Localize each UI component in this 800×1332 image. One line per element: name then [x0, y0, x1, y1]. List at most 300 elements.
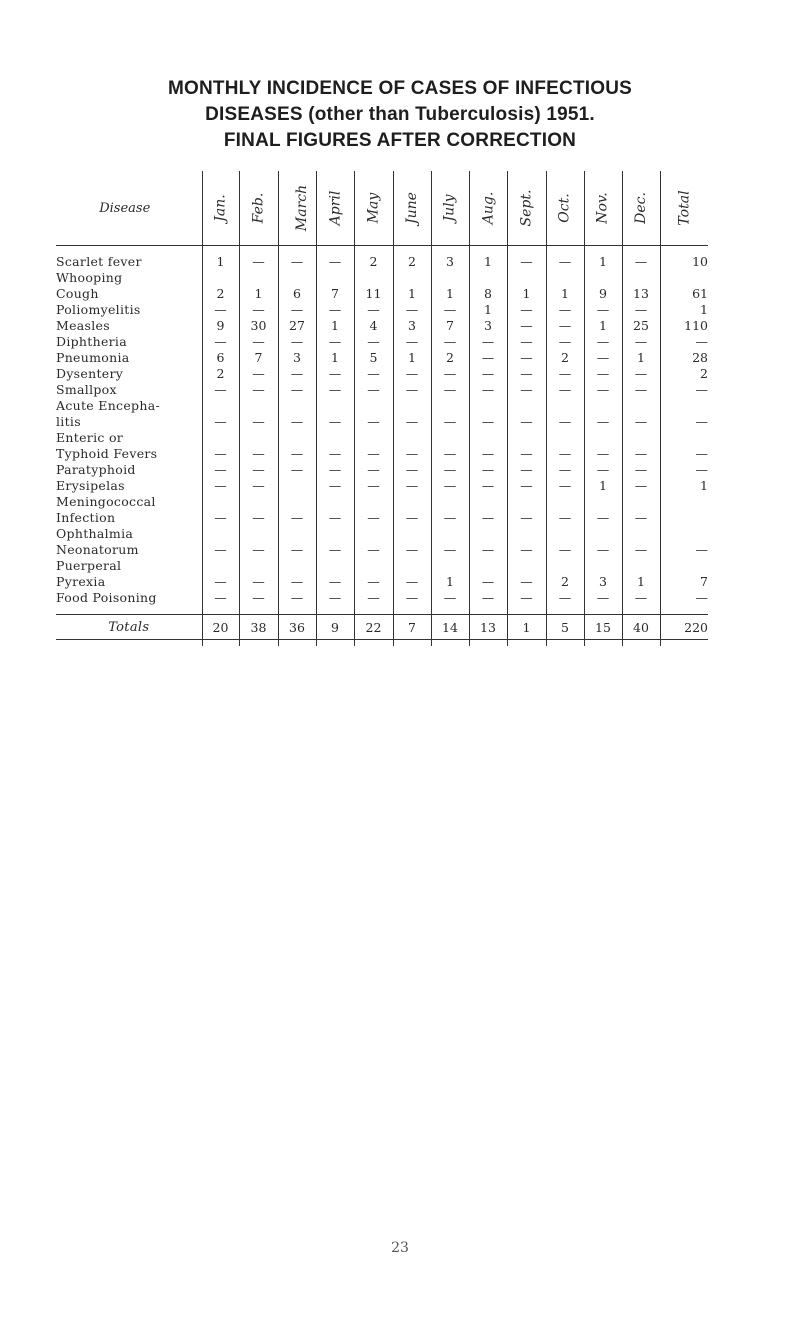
month-value	[584, 494, 622, 510]
month-value	[239, 558, 278, 574]
spacer-cell	[507, 606, 546, 615]
row-total	[660, 398, 708, 414]
spacer-cell	[316, 606, 354, 615]
month-value	[431, 558, 469, 574]
month-value: —	[507, 350, 546, 366]
month-value: —	[622, 542, 660, 558]
month-value	[469, 494, 507, 510]
spacer-cell	[239, 640, 278, 647]
month-value: 1	[507, 286, 546, 302]
header-row	[56, 171, 708, 246]
month-value: —	[393, 478, 431, 494]
row-total: 110	[660, 318, 708, 334]
month-value	[431, 526, 469, 542]
spacer-cell	[278, 606, 316, 615]
month-value: —	[239, 334, 278, 350]
month-value: 7	[431, 318, 469, 334]
totals-row	[56, 615, 708, 640]
table-row	[56, 558, 708, 574]
table-row	[56, 462, 708, 478]
month-header	[354, 171, 393, 246]
month-value: —	[622, 478, 660, 494]
spacer-cell	[278, 640, 316, 647]
month-value	[622, 430, 660, 446]
spacer-cell	[202, 606, 239, 615]
month-value: —	[202, 574, 239, 590]
row-total: 61	[660, 286, 708, 302]
month-value	[393, 494, 431, 510]
month-value	[507, 494, 546, 510]
month-value	[393, 398, 431, 414]
month-value	[354, 526, 393, 542]
month-header-label: July	[441, 194, 458, 222]
month-value	[469, 526, 507, 542]
month-value: —	[584, 302, 622, 318]
total-header	[660, 171, 708, 246]
month-value: —	[354, 478, 393, 494]
month-value: —	[507, 462, 546, 478]
month-header-label: Dec.	[633, 192, 649, 224]
month-header-label: Aug.	[479, 191, 496, 225]
month-value: —	[546, 254, 584, 270]
month-value: —	[469, 350, 507, 366]
disease-label: Smallpox	[56, 382, 117, 397]
spacer-cell	[354, 246, 393, 255]
month-value: 7	[393, 615, 431, 640]
row-total: —	[660, 542, 708, 558]
row-total: 1	[660, 478, 708, 494]
title-line-2: DISEASES (other than Tuberculosis) 1951.	[205, 104, 595, 125]
title-line-1: MONTHLY INCIDENCE OF CASES OF INFECTIOUS	[167, 78, 633, 99]
month-value: —	[507, 366, 546, 382]
month-value	[316, 398, 354, 414]
month-value: 1	[316, 318, 354, 334]
month-value	[278, 494, 316, 510]
disease-label: Erysipelas	[56, 478, 125, 493]
month-value: —	[507, 574, 546, 590]
month-header	[507, 171, 546, 246]
disease-header: Disease	[56, 171, 202, 246]
month-value: —	[584, 462, 622, 478]
month-value: —	[546, 478, 584, 494]
month-value: —	[507, 254, 546, 270]
month-value: 1	[431, 286, 469, 302]
spacer-cell	[469, 606, 507, 615]
month-value: —	[202, 590, 239, 606]
month-value: —	[546, 302, 584, 318]
month-value: —	[469, 462, 507, 478]
month-value: —	[239, 254, 278, 270]
spacer-cell	[584, 246, 622, 255]
month-value: 1	[584, 254, 622, 270]
month-value: 2	[393, 254, 431, 270]
month-value	[239, 526, 278, 542]
month-value: —	[316, 302, 354, 318]
month-value	[584, 430, 622, 446]
month-value: 11	[354, 286, 393, 302]
month-value: —	[584, 382, 622, 398]
month-value: —	[239, 302, 278, 318]
disease-label: Paratyphoid	[56, 462, 136, 477]
spacer-cell	[507, 246, 546, 255]
month-value	[584, 270, 622, 286]
month-value	[354, 558, 393, 574]
month-value: 6	[278, 286, 316, 302]
month-value: 15	[584, 615, 622, 640]
month-value: —	[239, 542, 278, 558]
month-value: —	[469, 542, 507, 558]
table-row	[56, 510, 708, 526]
month-value: 40	[622, 615, 660, 640]
month-value	[316, 270, 354, 286]
month-value: —	[507, 382, 546, 398]
month-value: —	[431, 334, 469, 350]
month-value: —	[622, 462, 660, 478]
month-header-label: Feb.	[250, 192, 267, 224]
month-value: 1	[393, 350, 431, 366]
month-value: —	[393, 446, 431, 462]
month-value: —	[239, 462, 278, 478]
month-value: —	[202, 302, 239, 318]
month-value	[239, 398, 278, 414]
month-value: —	[431, 366, 469, 382]
month-value: 4	[354, 318, 393, 334]
month-value: —	[622, 414, 660, 430]
month-value: —	[354, 414, 393, 430]
row-total	[660, 270, 708, 286]
spacer-cell	[239, 606, 278, 615]
month-value: 20	[202, 615, 239, 640]
month-value: 13	[469, 615, 507, 640]
month-value: —	[507, 478, 546, 494]
month-value: —	[622, 590, 660, 606]
month-value: —	[546, 334, 584, 350]
month-value: —	[431, 510, 469, 526]
row-total	[660, 526, 708, 542]
month-value: —	[354, 334, 393, 350]
month-value: 25	[622, 318, 660, 334]
month-value: —	[202, 414, 239, 430]
month-value	[584, 398, 622, 414]
disease-label: Measles	[56, 318, 110, 333]
month-value: —	[354, 574, 393, 590]
month-value	[202, 270, 239, 286]
month-value: 1	[507, 615, 546, 640]
month-value: —	[316, 366, 354, 382]
spacer-cell	[393, 640, 431, 647]
month-value: —	[431, 446, 469, 462]
month-header-label: May	[365, 192, 382, 224]
title-line-3: FINAL FIGURES AFTER CORRECTION	[223, 130, 577, 151]
month-header	[431, 171, 469, 246]
month-value: 2	[431, 350, 469, 366]
spacer-cell	[278, 246, 316, 255]
month-value	[278, 270, 316, 286]
month-value	[622, 398, 660, 414]
month-header	[239, 171, 278, 246]
month-value: —	[469, 574, 507, 590]
month-value	[354, 430, 393, 446]
spacer-cell	[660, 606, 708, 615]
month-value	[202, 430, 239, 446]
month-value: 2	[202, 286, 239, 302]
spacer-cell	[546, 246, 584, 255]
month-value: —	[354, 462, 393, 478]
month-value: 3	[469, 318, 507, 334]
disease-label: Neonatorum	[56, 542, 139, 557]
month-value: —	[278, 510, 316, 526]
month-value: —	[316, 446, 354, 462]
month-value: —	[354, 366, 393, 382]
month-value: 27	[278, 318, 316, 334]
month-value	[202, 398, 239, 414]
spacer-row	[56, 246, 708, 255]
month-value	[546, 494, 584, 510]
month-header	[622, 171, 660, 246]
spacer-cell	[622, 606, 660, 615]
month-value: —	[507, 414, 546, 430]
month-header-label: Sept.	[518, 189, 535, 227]
month-header	[202, 171, 239, 246]
month-value: 1	[584, 478, 622, 494]
table-row	[56, 334, 708, 350]
month-value: —	[622, 446, 660, 462]
month-value: 1	[239, 286, 278, 302]
month-value: —	[584, 446, 622, 462]
disease-label: Whooping	[56, 270, 123, 285]
month-value	[546, 526, 584, 542]
month-value	[622, 494, 660, 510]
month-value: —	[507, 334, 546, 350]
month-value	[278, 430, 316, 446]
month-value: —	[546, 510, 584, 526]
disease-label: Dysentery	[56, 366, 124, 381]
spacer-cell	[507, 640, 546, 647]
month-value	[278, 526, 316, 542]
table-row	[56, 366, 708, 382]
table-row	[56, 446, 708, 462]
disease-label: Pneumonia	[56, 350, 130, 365]
month-header	[546, 171, 584, 246]
month-value	[507, 270, 546, 286]
month-value: —	[393, 382, 431, 398]
spacer-row	[56, 606, 708, 615]
month-value: 1	[431, 574, 469, 590]
month-value: —	[469, 414, 507, 430]
month-value: 3	[393, 318, 431, 334]
disease-label: Scarlet fever	[56, 254, 142, 269]
month-value: 38	[239, 615, 278, 640]
month-value: 13	[622, 286, 660, 302]
month-value: 22	[354, 615, 393, 640]
month-value: —	[507, 302, 546, 318]
month-value: —	[316, 462, 354, 478]
total-header-label: Total	[676, 190, 693, 226]
month-value: —	[622, 510, 660, 526]
month-value	[202, 558, 239, 574]
month-value: —	[622, 334, 660, 350]
month-value: —	[431, 302, 469, 318]
month-header-label: April	[326, 190, 343, 226]
month-header-label: Nov.	[594, 192, 611, 224]
table-row	[56, 590, 708, 606]
month-value: —	[393, 462, 431, 478]
month-header	[278, 171, 316, 246]
month-value: —	[507, 590, 546, 606]
month-value: 1	[202, 254, 239, 270]
month-value	[469, 430, 507, 446]
month-value: —	[239, 366, 278, 382]
spacer-cell	[393, 246, 431, 255]
month-value: —	[507, 542, 546, 558]
disease-label: Poliomyelitis	[56, 302, 141, 317]
table-row	[56, 270, 708, 286]
disease-label: Diphtheria	[56, 334, 127, 349]
month-value: —	[507, 446, 546, 462]
row-total	[660, 510, 708, 526]
table-row	[56, 286, 708, 302]
month-value: 1	[546, 286, 584, 302]
month-value	[584, 558, 622, 574]
month-value	[507, 398, 546, 414]
month-value: —	[316, 414, 354, 430]
table-row	[56, 430, 708, 446]
disease-label: Totals	[56, 615, 202, 640]
row-total	[660, 430, 708, 446]
table-row	[56, 398, 708, 414]
month-value: —	[316, 382, 354, 398]
row-total: 1	[660, 302, 708, 318]
spacer-cell	[431, 246, 469, 255]
month-value: —	[278, 382, 316, 398]
month-value: —	[278, 254, 316, 270]
month-value: —	[202, 478, 239, 494]
month-value	[546, 398, 584, 414]
disease-label: Puerperal	[56, 558, 122, 573]
month-value: 9	[202, 318, 239, 334]
month-value: —	[469, 366, 507, 382]
spacer-cell	[622, 640, 660, 647]
disease-label: Ophthalmia	[56, 526, 134, 541]
month-value: —	[278, 542, 316, 558]
month-value	[431, 270, 469, 286]
row-total: —	[660, 462, 708, 478]
table-row	[56, 574, 708, 590]
month-value: —	[202, 510, 239, 526]
month-value: —	[393, 302, 431, 318]
table-row	[56, 350, 708, 366]
month-value: —	[584, 366, 622, 382]
month-value	[546, 430, 584, 446]
month-value: 3	[431, 254, 469, 270]
month-value: 2	[546, 350, 584, 366]
month-value: —	[469, 446, 507, 462]
month-value: —	[278, 414, 316, 430]
month-value: —	[584, 350, 622, 366]
month-header-label: Jan.	[212, 194, 229, 222]
month-value	[239, 270, 278, 286]
disease-label: Infection	[56, 510, 116, 525]
spacer-cell	[393, 606, 431, 615]
month-value: —	[316, 254, 354, 270]
month-value	[354, 398, 393, 414]
table-row	[56, 526, 708, 542]
disease-label: Enteric or	[56, 430, 124, 445]
month-value: 8	[469, 286, 507, 302]
month-value: —	[316, 574, 354, 590]
month-value: —	[202, 334, 239, 350]
month-value: —	[239, 590, 278, 606]
month-value: —	[239, 414, 278, 430]
month-value	[469, 398, 507, 414]
month-value: —	[393, 414, 431, 430]
month-value	[316, 430, 354, 446]
month-value: —	[278, 446, 316, 462]
disease-label: Acute Encepha-	[56, 398, 160, 413]
month-value: —	[622, 366, 660, 382]
month-value: —	[354, 302, 393, 318]
spacer-cell	[584, 640, 622, 647]
month-value: 1	[622, 350, 660, 366]
page-number: 23	[391, 1240, 409, 1256]
table-row	[56, 302, 708, 318]
month-header-label: Oct.	[557, 193, 573, 223]
spacer-cell	[584, 606, 622, 615]
row-total: —	[660, 590, 708, 606]
month-value	[469, 558, 507, 574]
disease-label: litis	[56, 414, 81, 429]
month-value: —	[316, 542, 354, 558]
month-value: 7	[316, 286, 354, 302]
month-value: —	[393, 510, 431, 526]
month-value: —	[469, 590, 507, 606]
month-value: 14	[431, 615, 469, 640]
row-total: 10	[660, 254, 708, 270]
month-value: —	[393, 334, 431, 350]
disease-label: Meningococcal	[56, 494, 156, 509]
spacer-cell	[546, 640, 584, 647]
month-value: —	[354, 510, 393, 526]
month-value	[316, 558, 354, 574]
month-header	[469, 171, 507, 246]
month-value: 1	[469, 254, 507, 270]
month-value	[546, 270, 584, 286]
month-value	[393, 430, 431, 446]
month-value: —	[507, 510, 546, 526]
table-row	[56, 318, 708, 334]
month-value	[354, 270, 393, 286]
month-value	[622, 270, 660, 286]
month-value: —	[622, 254, 660, 270]
incidence-table	[56, 171, 708, 646]
month-value: —	[239, 382, 278, 398]
table-row	[56, 382, 708, 398]
month-value	[278, 478, 316, 494]
month-value: 1	[316, 350, 354, 366]
table-row	[56, 254, 708, 270]
spacer-cell	[56, 640, 202, 647]
month-value: 1	[584, 318, 622, 334]
month-value: —	[239, 478, 278, 494]
month-value: 1	[622, 574, 660, 590]
row-total: 28	[660, 350, 708, 366]
month-value: —	[316, 510, 354, 526]
disease-label: Typhoid Fevers	[56, 446, 158, 461]
month-header	[316, 171, 354, 246]
spacer-cell	[316, 246, 354, 255]
month-value: —	[278, 574, 316, 590]
month-value: 5	[546, 615, 584, 640]
